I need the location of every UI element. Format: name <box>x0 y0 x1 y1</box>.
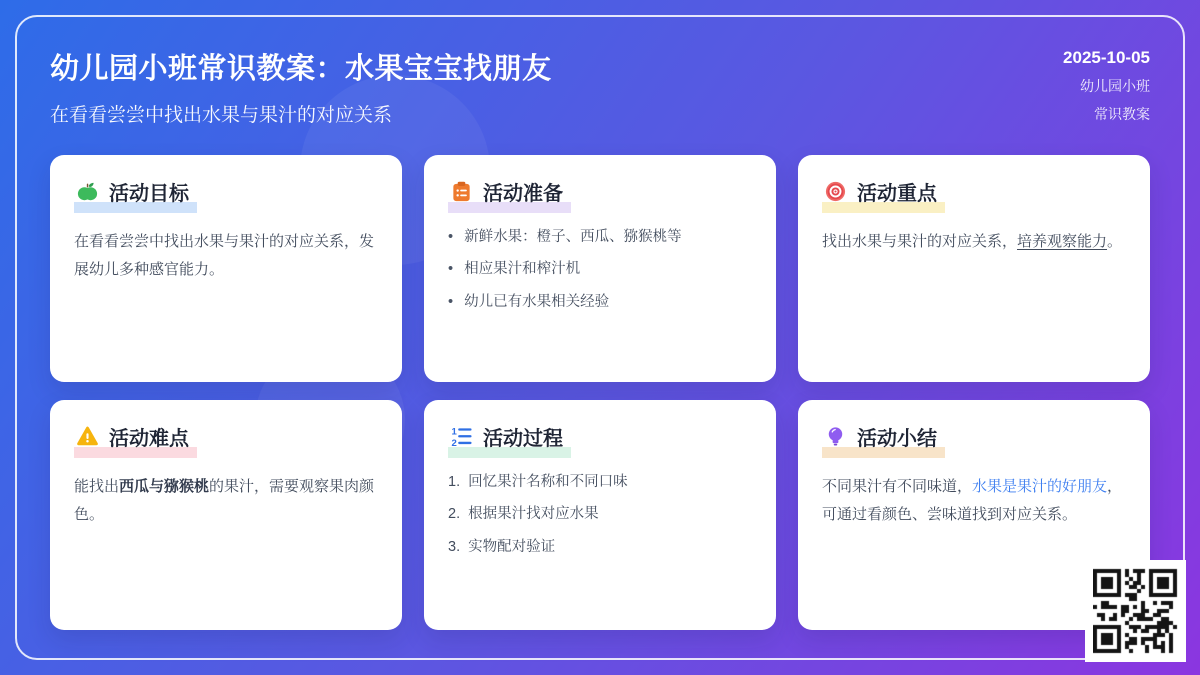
card-title: 活动小结 <box>857 428 937 450</box>
card-activity-process <box>424 400 776 630</box>
card-title-row <box>822 420 945 458</box>
card-paragraph <box>822 473 1126 529</box>
qr-code-canvas <box>1093 568 1178 654</box>
bullet-list <box>448 227 752 312</box>
text-segment-bold: 西瓜与猕猴桃 <box>119 478 210 495</box>
header <box>50 46 1150 127</box>
text-segment: 在看看尝尝中找出水果与果汁的对应关系，发展幼儿多种感官能力。 <box>74 233 375 278</box>
page-title: 幼儿园小班常识教案：水果宝宝找朋友 <box>50 53 552 85</box>
text-segment-underline: 培养观察能力 <box>1017 233 1108 250</box>
card-paragraph <box>74 473 378 529</box>
list-item: • 幼儿已有水果相关经验 <box>448 292 752 312</box>
text-segment: 找出水果与果汁的对应关系， <box>822 233 1018 250</box>
list-item: • 新鲜水果：橙子、西瓜、猕猴桃等 <box>448 227 752 247</box>
meta-type-label: 常识教案 <box>1094 106 1150 122</box>
card-title-row <box>822 175 945 213</box>
card-paragraph <box>74 228 378 284</box>
step-list <box>448 472 752 557</box>
card-grid <box>50 155 1150 630</box>
text-segment-link: 水果是果汁的好朋友 <box>972 478 1108 495</box>
date-label: 2025-10-05 <box>1063 48 1150 67</box>
card-activity-focus <box>798 155 1150 382</box>
card-title-row <box>448 175 571 213</box>
card-title-row <box>74 175 197 213</box>
card-title: 活动重点 <box>857 183 937 205</box>
text-segment: 。 <box>1107 233 1123 250</box>
page-subtitle: 在看看尝尝中找出水果与果汁的对应关系 <box>50 105 393 126</box>
svg-text:2: 2 <box>451 438 457 448</box>
card-title: 活动准备 <box>483 183 563 205</box>
card-activity-goal <box>50 155 402 382</box>
apple-icon <box>76 180 99 203</box>
list-item: 回忆果汁名称和不同口味 <box>468 474 628 490</box>
numbered-list-icon <box>450 425 473 448</box>
clipboard-icon <box>450 180 473 203</box>
target-icon <box>824 180 847 203</box>
list-item: • 相应果汁和榨汁机 <box>448 259 752 279</box>
list-item: 根据果汁找对应水果 <box>468 506 599 523</box>
card-activity-preparation <box>424 155 776 382</box>
meta-class-label: 幼儿园小班 <box>1080 78 1150 94</box>
card-title-row <box>74 420 197 458</box>
card-paragraph <box>822 228 1126 256</box>
list-item: 实物配对验证 <box>468 538 556 555</box>
card-activity-difficulty <box>50 400 402 630</box>
card-title: 活动过程 <box>483 428 563 450</box>
card-title: 活动难点 <box>109 428 189 450</box>
warning-icon <box>76 425 99 448</box>
text-segment: 能找出 <box>74 478 120 495</box>
card-title-row <box>448 420 571 458</box>
text-segment: ，可通过看颜色、尝味道找到对应关系。 <box>822 478 1123 523</box>
header-meta <box>1063 48 1150 124</box>
text-segment: 不同果汁有不同味道， <box>822 478 973 495</box>
text-segment: 的果汁，需要观察果肉颜色。 <box>74 478 375 523</box>
card-title: 活动目标 <box>109 183 189 205</box>
bulb-icon <box>824 425 847 448</box>
qr-code <box>1085 560 1186 662</box>
svg-text:1: 1 <box>451 426 457 438</box>
